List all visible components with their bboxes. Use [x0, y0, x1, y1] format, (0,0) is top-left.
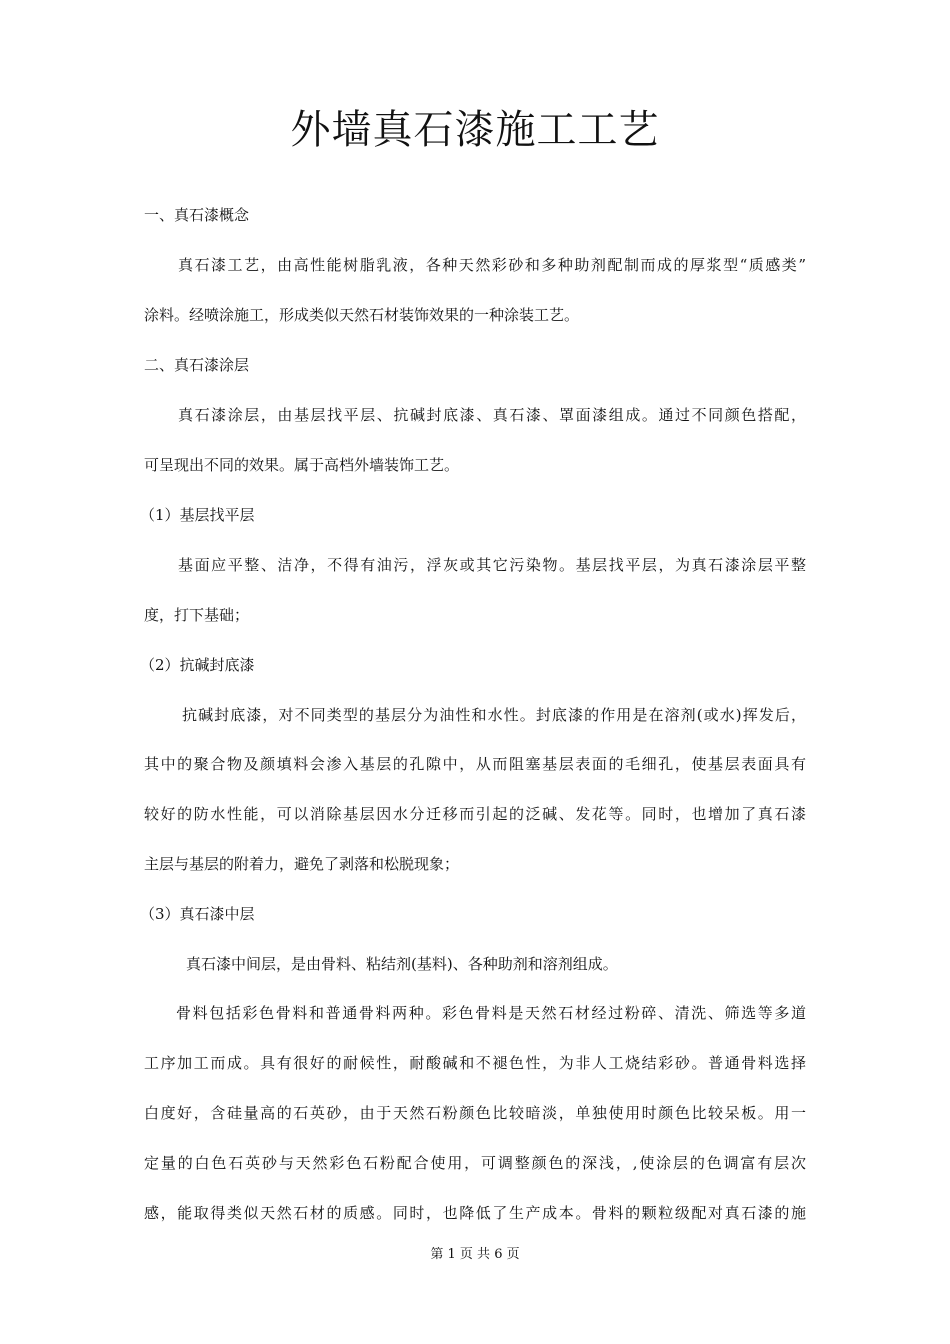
section-heading-coating: 二、真石漆涂层 [144, 356, 250, 374]
paragraph-line: 可呈现出不同的效果。属于高档外墙装饰工艺。 [144, 456, 460, 474]
paragraph-line: 真石漆中间层，是由骨料、粘结剂(基料)、各种助剂和溶剂组成。 [186, 955, 618, 973]
paragraph-line: 白度好，含硅量高的石英砂，由于天然石粉颜色比较暗淡，单独使用时颜色比较呆板。用一 [144, 1104, 806, 1122]
paragraph-line: 真石漆工艺，由高性能树脂乳液，各种天然彩砂和多种助剂配制而成的厚浆型“质感类” [178, 256, 806, 274]
page-footer: 第 1 页 共 6 页 [430, 1247, 520, 1262]
subsection-heading-leveling: （1）基层找平层 [140, 506, 255, 524]
paragraph-line: 定量的白色石英砂与天然彩色石粉配合使用，可调整颜色的深浅，,使涂层的色调富有层次 [144, 1154, 806, 1172]
paragraph-line: 工序加工而成。具有很好的耐候性，耐酸碱和不褪色性，为非人工烧结彩砂。普通骨料选择 [144, 1054, 806, 1072]
paragraph-line: 主层与基层的附着力，避免了剥落和松脱现象； [144, 855, 460, 873]
paragraph-line: 感，能取得类似天然石材的质感。同时，也降低了生产成本。骨料的颗粒级配对真石漆的施 [144, 1204, 806, 1222]
paragraph-line: 抗碱封底漆，对不同类型的基层分为油性和水性。封底漆的作用是在溶剂(或水)挥发后， [182, 706, 806, 724]
document-title: 外墙真石漆施工工艺 [290, 107, 660, 153]
paragraph-line: 涂料。经喷涂施工，形成类似天然石材装饰效果的一种涂装工艺。 [144, 306, 580, 324]
paragraph-line: 度，打下基础； [144, 606, 250, 624]
paragraph-line: 骨料包括彩色骨料和普通骨料两种。彩色骨料是天然石材经过粉碎、清洗、筛选等多道 [176, 1004, 806, 1022]
subsection-heading-middle-layer: （3）真石漆中层 [140, 905, 255, 923]
section-heading-concept: 一、真石漆概念 [144, 206, 250, 224]
paragraph-line: 真石漆涂层，由基层找平层、抗碱封底漆、真石漆、罩面漆组成。通过不同颜色搭配， [178, 406, 806, 424]
subsection-heading-primer: （2）抗碱封底漆 [140, 656, 255, 674]
paragraph-line: 其中的聚合物及颜填料会渗入基层的孔隙中，从而阻塞基层表面的毛细孔，使基层表面具有 [144, 755, 806, 773]
paragraph-line: 较好的防水性能，可以消除基层因水分迁移而引起的泛碱、发花等。同时，也增加了真石漆 [144, 805, 806, 823]
paragraph-line: 基面应平整、洁净，不得有油污，浮灰或其它污染物。基层找平层，为真石漆涂层平整 [178, 556, 806, 574]
